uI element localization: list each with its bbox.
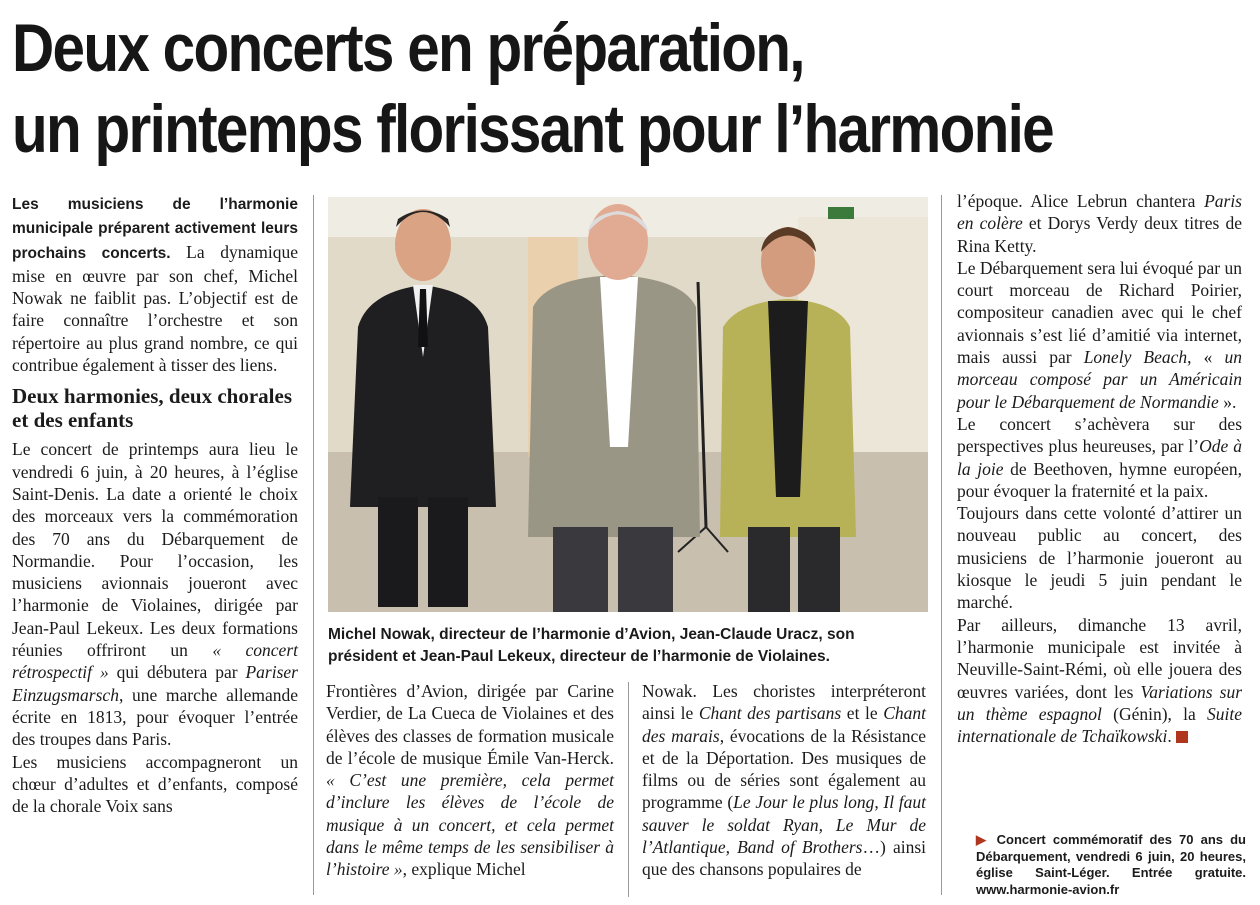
text-run: Frontières d’Avion, dirigée par Carine Verdier, de La Cueca de Violaines et des élèves des classes de formation musicale de l’école de musique Émile Van-Herck. <box>326 681 614 768</box>
paragraph: Toujours dans cette volonté d’attirer un nouveau public au concert, des musiciens de l’harmonie joueront au kiosque le jeudi 5 juin pendant le marché. <box>957 503 1242 613</box>
text-run: , évocations de la Résistance et de la Déportation. Des musiques de films ou de séries sont également au programme ( <box>642 725 926 813</box>
italic-run: Chant des partisans <box>698 703 842 724</box>
italic-run: Chant des marais <box>642 703 926 746</box>
triangle-arrow-icon: ▶ <box>976 832 990 847</box>
text-run: , « <box>1187 347 1225 368</box>
paragraph <box>957 190 1242 257</box>
column-divider <box>941 195 942 895</box>
italic-run: Ode à la joie <box>957 436 1243 479</box>
text-run: et le <box>841 703 884 724</box>
paragraph <box>642 680 926 881</box>
info-box <box>976 832 1246 898</box>
paragraph <box>957 257 1242 413</box>
article-column-2 <box>326 680 614 881</box>
paragraph <box>957 413 1242 502</box>
text-run: Le concert s’achèvera sur des perspectives plus heureuses, par l’ <box>957 413 1242 457</box>
italic-run: « concert rétrospectif » <box>12 640 298 683</box>
italic-run: un morceau composé par un Américain pour le Débarquement de Normandie <box>957 347 1242 412</box>
text-run: , une marche allemande écrite en 1813, pour évoquer l’entrée des troupes dans Paris. <box>12 684 298 750</box>
text-run: …) ainsi que des chansons populaires de <box>642 837 927 880</box>
photo-caption: Michel Nowak, directeur de l’harmonie d’Avion, Jean-Claude Uracz, son président et Jean-Paul Lekeux, directeur de l’harmonie de Violaines. <box>328 626 855 665</box>
text-run: de Beethoven, hymne européen, pour évoquer la fraternité et la paix. <box>957 458 1242 501</box>
column-divider <box>628 682 629 897</box>
paragraph: Les musiciens accompagneront un chœur d’adultes et d’enfants, composé de la chorale Voix sans <box>12 751 298 817</box>
article-photo <box>328 197 928 612</box>
text-run: . <box>1167 726 1172 747</box>
text-run: ». <box>1218 391 1237 412</box>
text-run: Par ailleurs, dimanche 13 avril, l’harmonie municipale est invitée à Neuville-Saint-Rémi, où elle jouera des œuvres variées, dont les <box>957 614 1242 702</box>
text-run: (Génin), la <box>1101 703 1207 724</box>
headline-line-1: Deux concerts en préparation, <box>12 10 804 86</box>
text-run: Le Débarquement sera lui évoqué par un court morceau de Richard Poirier, compositeur canadien avec qui le chef avionnais s’est lié d’amitié via internet, mais aussi par <box>957 257 1242 368</box>
italic-run: Pariser Einzugsmarsch <box>12 662 298 705</box>
exit-sign-icon <box>828 207 854 219</box>
text-run: et Dorys Verdy deux titres de Rina Ketty. <box>957 213 1242 256</box>
quote-run: « C’est une première, cela permet d’inclure les élèves de l’école de musique à un concert, et cela permet dans le même temps de les sensibiliser à l’histoire » <box>326 770 614 880</box>
paragraph <box>12 438 298 750</box>
italic-run: Paris en colère <box>957 191 1242 234</box>
column-divider <box>313 195 314 895</box>
lead-bold: Les musiciens de l’harmonie municipale préparent activement leurs prochains concerts. <box>12 196 298 262</box>
text-run: , explique Michel <box>402 859 526 880</box>
text-run: Le concert de printemps aura lieu le vendredi 6 juin, à 20 heures, à l’église Saint-Denis. La date a orienté le choix des morceaux vers la commémoration des 70 ans du Débarquement de Normandie. Pour l’occasion, les musiciens avionnais joueront avec l’harmonie de Violaines, dirigée par Jean-Paul Lekeux. Les deux formations réunies offriront un <box>12 439 298 661</box>
headline-line-2: un printemps florissant pour l’harmonie <box>12 91 1053 167</box>
subheading: Deux harmonies, deux chorales et des enfants <box>12 384 292 433</box>
photo-illustration <box>328 197 928 612</box>
text-run: qui débutera par <box>108 662 246 683</box>
text-run: l’époque. Alice Lebrun chantera <box>957 191 1205 211</box>
text-run: Nowak. Les choristes interpréteront ainsi le <box>642 681 926 724</box>
article-column-4 <box>957 190 1242 747</box>
italic-run: Lonely Beach <box>1083 347 1188 368</box>
info-text: Concert commémoratif des 70 ans du Débarquement, vendredi 6 juin, 20 heures, église Saint-Léger. Entrée gratuite. www.harmonie-avion.fr <box>976 832 1246 897</box>
article-column-3 <box>642 680 926 881</box>
paragraph <box>957 614 1242 748</box>
headline <box>12 8 1078 170</box>
italic-run: Le Jour le plus long, Il faut sauver le soldat Ryan, Le Mur de l’Atlantique, Band of Brothers <box>642 792 926 858</box>
italic-run: Variations sur un thème espagnol <box>957 681 1243 724</box>
lead-paragraph <box>12 192 298 376</box>
italic-run: Suite internationale de Tchaïkowski <box>957 703 1242 747</box>
lead-rest: La dynamique mise en œuvre par son chef, Michel Nowak ne faiblit pas. L’objectif est de faire connaître l’orchestre et son répertoire au plus grand nombre, ce qui contribue également à tisser des liens. <box>12 241 299 376</box>
end-mark-icon <box>1176 731 1188 743</box>
article-column-1 <box>12 192 298 817</box>
paragraph <box>326 680 614 881</box>
